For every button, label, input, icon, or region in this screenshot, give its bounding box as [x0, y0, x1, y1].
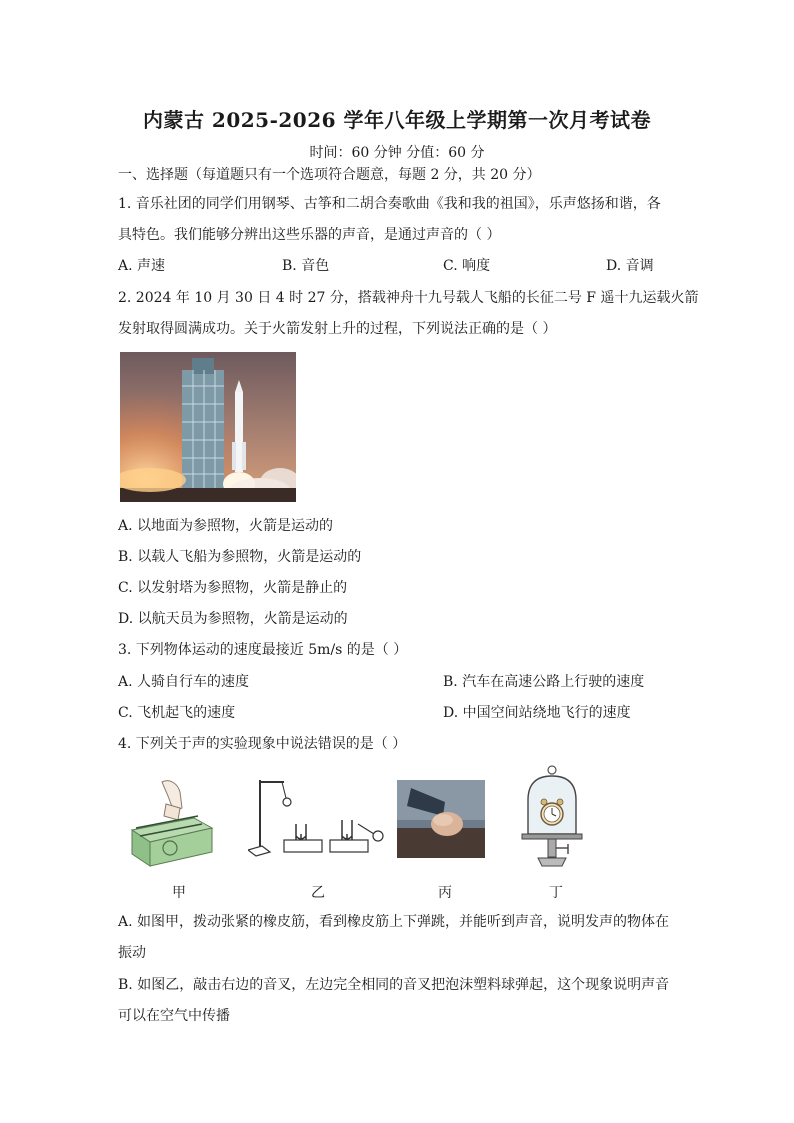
- q3-option-c: C. 飞机起飞的速度: [118, 705, 236, 721]
- q3-option-b: B. 汽车在高速公路上行驶的速度: [443, 674, 645, 690]
- q3-option-a: A. 人骑自行车的速度: [118, 674, 250, 690]
- q2-option-c: C. 以发射塔为参照物，火箭是静止的: [118, 580, 348, 596]
- question-1-line-2: 具特色。我们能够分辨出这些乐器的声音，是通过声音的（ ）: [118, 227, 501, 243]
- question-3-line-1: 3. 下列物体运动的速度最接近 5m/s 的是（ ）: [118, 642, 408, 658]
- figure-label-jia: 甲: [172, 885, 186, 901]
- question-2-line-2: 发射取得圆满成功。关于火箭发射上升的过程，下列说法正确的是（ ）: [118, 321, 557, 337]
- exam-info: 时间：60 分钟 分值：60 分: [309, 145, 485, 161]
- question-2-line-1: 2. 2024 年 10 月 30 日 4 时 27 分，搭载神舟十九号载人飞船的长征二号 F 遥十九运载火箭: [118, 290, 699, 306]
- question-4-line-1: 4. 下列关于声的实验现象中说法错误的是（ ）: [118, 736, 407, 752]
- q4-option-b-line-1: B. 如图乙，敲击右边的音叉，左边完全相同的音叉把泡沫塑料球弹起，这个现象说明声音: [118, 977, 670, 993]
- rocket-launch-photo: [120, 352, 296, 502]
- q1-option-a: A. 声速: [118, 258, 166, 274]
- q2-option-d: D. 以航天员为参照物，火箭是运动的: [118, 611, 348, 627]
- figure-label-bing: 丙: [438, 885, 452, 901]
- q4-option-a-line-2: 振动: [118, 945, 146, 961]
- figure-rubber-band-box: [126, 778, 216, 870]
- figure-label-yi: 乙: [311, 885, 325, 901]
- q1-option-d: D. 音调: [606, 258, 654, 274]
- q1-option-b: B. 音色: [282, 258, 330, 274]
- page-title: 内蒙古 2025-2026 学年八年级上学期第一次月考试卷: [142, 108, 652, 132]
- q1-option-c: C. 响度: [443, 258, 491, 274]
- question-1-line-1: 1. 音乐社团的同学们用钢琴、古筝和二胡合奏歌曲《我和我的祖国》，乐声悠扬和谐，各: [118, 196, 661, 212]
- q2-option-a: A. 以地面为参照物，火箭是运动的: [118, 518, 334, 534]
- q2-option-b: B. 以载人飞船为参照物，火箭是运动的: [118, 549, 362, 565]
- figure-tuning-forks: [248, 776, 388, 862]
- figure-fist-on-table: [397, 780, 485, 858]
- q4-option-a-line-1: A. 如图甲，拨动张紧的橡皮筋，看到橡皮筋上下弹跳，并能听到声音，说明发声的物体在: [118, 914, 670, 930]
- section-heading: 一、选择题（每道题只有一个选项符合题意，每题 2 分，共 20 分）: [118, 167, 541, 183]
- figure-bell-jar-clock: [520, 764, 584, 882]
- q3-option-d: D. 中国空间站绕地飞行的速度: [443, 705, 631, 721]
- q4-option-b-line-2: 可以在空气中传播: [118, 1008, 230, 1024]
- figure-label-ding: 丁: [549, 885, 563, 901]
